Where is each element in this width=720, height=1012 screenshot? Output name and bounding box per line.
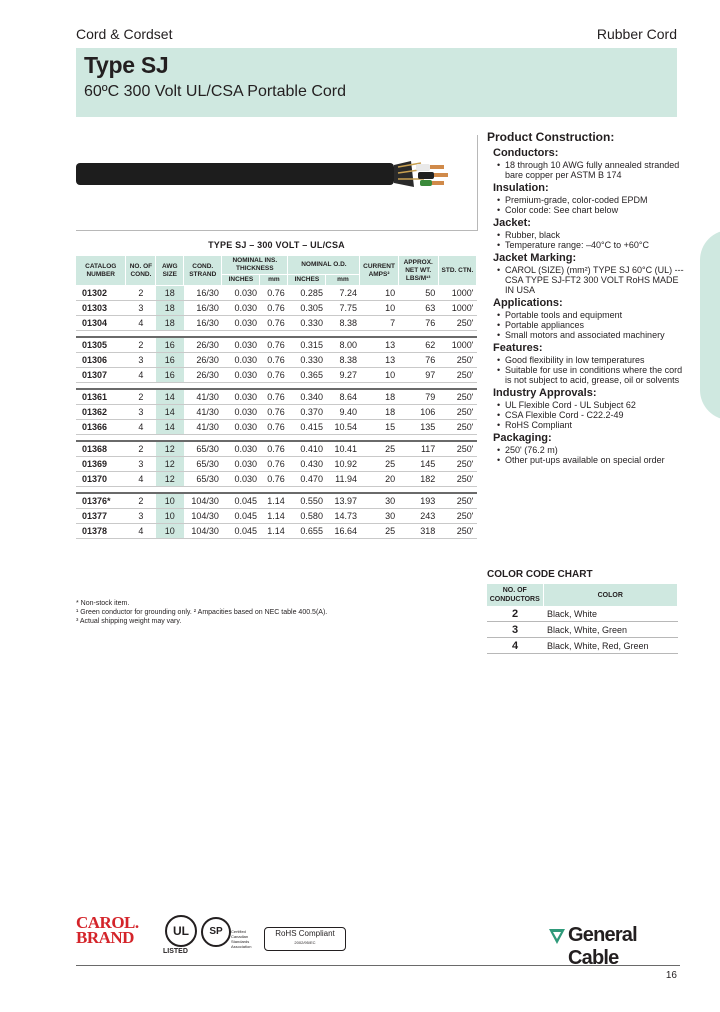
- ins-inches-cell: 0.030: [222, 316, 260, 331]
- awg-size-cell: 14: [156, 420, 184, 435]
- conductors-cell: 3: [126, 301, 156, 316]
- carol-brand-logo: [76, 915, 139, 945]
- current-amps-cell: 13: [360, 353, 398, 368]
- od-mm-cell: 8.64: [326, 389, 360, 405]
- ins-inches-cell: 0.030: [222, 420, 260, 435]
- std-carton-cell: 250': [438, 389, 476, 405]
- od-mm-cell: 10.92: [326, 457, 360, 472]
- conductors-cell: 4: [126, 472, 156, 487]
- ins-mm-cell: 1.14: [260, 509, 288, 524]
- list-item: • Other put-ups available on special order: [505, 455, 687, 465]
- std-carton-cell: 250': [438, 405, 476, 420]
- conductors-cell: 2: [126, 389, 156, 405]
- ins-mm-cell: 1.14: [260, 493, 288, 509]
- table-row: [76, 316, 477, 331]
- catalog-number-cell: 01377: [76, 509, 126, 524]
- color-row-count: 3: [487, 622, 543, 638]
- od-mm-cell: 9.27: [326, 368, 360, 383]
- cond-strand-cell: 26/30: [184, 353, 222, 368]
- rohs-compliant-logo: [264, 927, 346, 951]
- table-row: [76, 472, 477, 487]
- section-list: [487, 230, 687, 250]
- od-mm-cell: 7.75: [326, 301, 360, 316]
- current-amps-cell: 10: [360, 368, 398, 383]
- conductors-cell: 2: [126, 337, 156, 353]
- color-row-colors: Black, White: [543, 606, 678, 622]
- net-weight-cell: 63: [398, 301, 438, 316]
- od-mm-cell: 8.00: [326, 337, 360, 353]
- catalog-number-cell: 01305: [76, 337, 126, 353]
- net-weight-cell: 106: [398, 405, 438, 420]
- catalog-number-cell: 01362: [76, 405, 126, 420]
- conductors-cell: 4: [126, 368, 156, 383]
- ins-mm-cell: 0.76: [260, 441, 288, 457]
- table-row: [487, 606, 678, 622]
- carol-logo-line1: CAROL.: [76, 913, 139, 932]
- catalog-number-cell: 01366: [76, 420, 126, 435]
- net-weight-cell: 243: [398, 509, 438, 524]
- section-heading: Applications:: [493, 297, 563, 309]
- std-carton-cell: 250': [438, 457, 476, 472]
- cond-strand-cell: 104/30: [184, 509, 222, 524]
- ins-inches-cell: 0.030: [222, 389, 260, 405]
- table-row: [76, 457, 477, 472]
- section-list: [487, 310, 687, 340]
- cond-strand-cell: 65/30: [184, 472, 222, 487]
- net-weight-cell: 97: [398, 368, 438, 383]
- section-heading: Insulation:: [493, 182, 549, 194]
- col-color: COLOR: [543, 584, 678, 606]
- od-inches-cell: 0.305: [288, 301, 326, 316]
- std-carton-cell: 250': [438, 524, 476, 539]
- awg-size-cell: 16: [156, 368, 184, 383]
- od-inches-cell: 0.365: [288, 368, 326, 383]
- col-od: NOMINAL O.D.: [288, 256, 360, 275]
- catalog-number-cell: 01306: [76, 353, 126, 368]
- ins-mm-cell: 0.76: [260, 420, 288, 435]
- list-item: • RoHS Compliant: [505, 420, 687, 430]
- conductors-cell: 3: [126, 457, 156, 472]
- awg-size-cell: 12: [156, 472, 184, 487]
- ins-mm-cell: 0.76: [260, 368, 288, 383]
- awg-size-cell: 10: [156, 509, 184, 524]
- od-mm-cell: 16.64: [326, 524, 360, 539]
- od-mm-cell: 9.40: [326, 405, 360, 420]
- cond-strand-cell: 16/30: [184, 286, 222, 301]
- section-heading: Features:: [493, 342, 543, 354]
- awg-size-cell: 10: [156, 493, 184, 509]
- current-amps-cell: 10: [360, 286, 398, 301]
- col-od-inches: INCHES: [288, 275, 326, 286]
- table-row: [76, 524, 477, 539]
- od-mm-cell: 8.38: [326, 316, 360, 331]
- cond-strand-cell: 65/30: [184, 441, 222, 457]
- list-item: • Small motors and associated machinery: [505, 330, 687, 340]
- color-row-count: 4: [487, 638, 543, 654]
- footer-divider: [76, 965, 680, 966]
- construction-title: Product Construction:: [487, 130, 615, 144]
- list-item: • 18 through 10 AWG fully annealed stranded bare copper per ASTM B 174: [505, 160, 687, 180]
- catalog-number-cell: 01376*: [76, 493, 126, 509]
- cond-strand-cell: 65/30: [184, 457, 222, 472]
- col-amps: CURRENT AMPS²: [360, 256, 398, 286]
- ins-inches-cell: 0.030: [222, 368, 260, 383]
- od-inches-cell: 0.415: [288, 420, 326, 435]
- ins-inches-cell: 0.030: [222, 472, 260, 487]
- net-weight-cell: 76: [398, 316, 438, 331]
- table-row: [487, 638, 678, 654]
- cond-strand-cell: 41/30: [184, 405, 222, 420]
- current-amps-cell: 18: [360, 389, 398, 405]
- cond-strand-cell: 16/30: [184, 301, 222, 316]
- rohs-sub-text: 2002/95/EC: [294, 940, 316, 945]
- cable-photo: [76, 135, 478, 231]
- col-catalog: CATALOG NUMBER: [76, 256, 126, 286]
- catalog-number-cell: 01361: [76, 389, 126, 405]
- current-amps-cell: 30: [360, 509, 398, 524]
- od-inches-cell: 0.340: [288, 389, 326, 405]
- catalog-number-cell: 01378: [76, 524, 126, 539]
- section-list: [487, 160, 687, 180]
- od-inches-cell: 0.315: [288, 337, 326, 353]
- color-chart-table: [487, 584, 678, 654]
- conductors-cell: 4: [126, 420, 156, 435]
- list-item: • Temperature range: –40°C to +60°C: [505, 240, 687, 250]
- table-row: [76, 368, 477, 383]
- od-mm-cell: 13.97: [326, 493, 360, 509]
- table-row: [76, 405, 477, 420]
- std-carton-cell: 250': [438, 441, 476, 457]
- ins-inches-cell: 0.030: [222, 457, 260, 472]
- footnote: * Non-stock item.: [76, 600, 130, 607]
- csa-logo-text: Certified Canadian Standards Association: [231, 929, 252, 949]
- table-row: [76, 353, 477, 368]
- color-row-count: 2: [487, 606, 543, 622]
- awg-size-cell: 14: [156, 405, 184, 420]
- col-ins-inches: INCHES: [222, 275, 260, 286]
- std-carton-cell: 1000': [438, 301, 476, 316]
- section-heading: Jacket:: [493, 217, 531, 229]
- col-weight: APPROX. NET WT. LBS/M¹³: [398, 256, 438, 286]
- col-conductors: NO. OF COND.: [126, 256, 156, 286]
- ins-mm-cell: 0.76: [260, 457, 288, 472]
- ins-mm-cell: 0.76: [260, 472, 288, 487]
- product-construction: [487, 130, 687, 467]
- catalog-number-cell: 01303: [76, 301, 126, 316]
- side-tab: [700, 230, 720, 420]
- list-item: • Rubber, black: [505, 230, 687, 240]
- ins-mm-cell: 0.76: [260, 301, 288, 316]
- list-item: • 250' (76.2 m): [505, 445, 687, 455]
- header-category: Cord & Cordset: [76, 26, 173, 42]
- list-item: • UL Flexible Cord - UL Subject 62: [505, 400, 687, 410]
- list-item: • Color code: See chart below: [505, 205, 687, 215]
- ins-mm-cell: 0.76: [260, 316, 288, 331]
- section-list: [487, 355, 687, 385]
- catalog-number-cell: 01304: [76, 316, 126, 331]
- current-amps-cell: 20: [360, 472, 398, 487]
- od-inches-cell: 0.430: [288, 457, 326, 472]
- general-cable-logo: General Cable: [568, 924, 637, 969]
- std-carton-cell: 250': [438, 493, 476, 509]
- ul-listed-logo: UL: [165, 915, 197, 947]
- conductors-cell: 2: [126, 441, 156, 457]
- section-list: [487, 195, 687, 215]
- od-inches-cell: 0.330: [288, 316, 326, 331]
- title-band: [76, 48, 677, 117]
- table-row: [76, 389, 477, 405]
- current-amps-cell: 10: [360, 301, 398, 316]
- catalog-number-cell: 01307: [76, 368, 126, 383]
- catalog-number-cell: 01368: [76, 441, 126, 457]
- awg-size-cell: 18: [156, 286, 184, 301]
- section-heading: Packaging:: [493, 432, 552, 444]
- general-cable-icon: [548, 927, 566, 945]
- net-weight-cell: 145: [398, 457, 438, 472]
- net-weight-cell: 79: [398, 389, 438, 405]
- od-mm-cell: 14.73: [326, 509, 360, 524]
- cond-strand-cell: 41/30: [184, 389, 222, 405]
- net-weight-cell: 193: [398, 493, 438, 509]
- od-mm-cell: 7.24: [326, 286, 360, 301]
- section-list: [487, 400, 687, 430]
- col-no-conductors: NO. OF CONDUCTORS: [487, 584, 543, 606]
- std-carton-cell: 250': [438, 420, 476, 435]
- std-carton-cell: 250': [438, 368, 476, 383]
- current-amps-cell: 25: [360, 457, 398, 472]
- col-strand: COND. STRAND: [184, 256, 222, 286]
- od-mm-cell: 11.94: [326, 472, 360, 487]
- ins-inches-cell: 0.030: [222, 405, 260, 420]
- std-carton-cell: 250': [438, 472, 476, 487]
- ins-mm-cell: 0.76: [260, 337, 288, 353]
- table-row: [76, 441, 477, 457]
- page-title: Type SJ: [84, 52, 169, 78]
- table-row: [76, 301, 477, 316]
- conductors-cell: 4: [126, 316, 156, 331]
- net-weight-cell: 76: [398, 353, 438, 368]
- od-mm-cell: 10.41: [326, 441, 360, 457]
- col-awg: AWG SIZE: [156, 256, 184, 286]
- color-chart-title: COLOR CODE CHART: [487, 569, 593, 580]
- awg-size-cell: 16: [156, 353, 184, 368]
- section-heading: Jacket Marking:: [493, 252, 577, 264]
- cond-strand-cell: 104/30: [184, 493, 222, 509]
- cond-strand-cell: 104/30: [184, 524, 222, 539]
- csa-logo: SP: [201, 917, 231, 947]
- current-amps-cell: 7: [360, 316, 398, 331]
- page-number: 16: [665, 970, 677, 981]
- cable-image-icon: [76, 135, 477, 230]
- ins-inches-cell: 0.030: [222, 286, 260, 301]
- section-list: [487, 265, 687, 295]
- net-weight-cell: 182: [398, 472, 438, 487]
- current-amps-cell: 13: [360, 337, 398, 353]
- od-inches-cell: 0.470: [288, 472, 326, 487]
- od-mm-cell: 10.54: [326, 420, 360, 435]
- current-amps-cell: 30: [360, 493, 398, 509]
- current-amps-cell: 25: [360, 441, 398, 457]
- color-row-colors: Black, White, Red, Green: [543, 638, 678, 654]
- od-inches-cell: 0.330: [288, 353, 326, 368]
- od-inches-cell: 0.285: [288, 286, 326, 301]
- net-weight-cell: 117: [398, 441, 438, 457]
- std-carton-cell: 250': [438, 509, 476, 524]
- std-carton-cell: 1000': [438, 286, 476, 301]
- awg-size-cell: 10: [156, 524, 184, 539]
- table-row: [76, 337, 477, 353]
- carol-logo-line2: BRAND: [76, 928, 134, 947]
- color-code-chart: [487, 569, 678, 654]
- list-item: • CAROL (SIZE) (mm²) TYPE SJ 60°C (UL) --- CSA TYPE SJ-FT2 300 VOLT RoHS MADE IN USA: [505, 265, 687, 295]
- footnote: ³ Actual shipping weight may vary.: [76, 618, 182, 625]
- table-row: [76, 509, 477, 524]
- od-inches-cell: 0.655: [288, 524, 326, 539]
- table-footnotes: [76, 599, 327, 626]
- std-carton-cell: 250': [438, 316, 476, 331]
- conductors-cell: 4: [126, 524, 156, 539]
- ins-inches-cell: 0.045: [222, 524, 260, 539]
- net-weight-cell: 318: [398, 524, 438, 539]
- awg-size-cell: 12: [156, 457, 184, 472]
- list-item: • CSA Flexible Cord - C22.2-49: [505, 410, 687, 420]
- conductors-cell: 3: [126, 405, 156, 420]
- section-heading: Industry Approvals:: [493, 387, 597, 399]
- ins-mm-cell: 0.76: [260, 389, 288, 405]
- list-item: • Portable tools and equipment: [505, 310, 687, 320]
- col-od-mm: mm: [326, 275, 360, 286]
- std-carton-cell: 1000': [438, 337, 476, 353]
- header-section: Rubber Cord: [596, 26, 677, 42]
- ins-mm-cell: 0.76: [260, 286, 288, 301]
- ins-inches-cell: 0.030: [222, 353, 260, 368]
- conductors-cell: 3: [126, 509, 156, 524]
- od-inches-cell: 0.410: [288, 441, 326, 457]
- col-ins-thickness: NOMINAL INS. THICKNESS: [222, 256, 288, 275]
- list-item: • Premium-grade, color-coded EPDM: [505, 195, 687, 205]
- net-weight-cell: 135: [398, 420, 438, 435]
- color-row-colors: Black, White, Green: [543, 622, 678, 638]
- conductors-cell: 2: [126, 286, 156, 301]
- spec-table-title: TYPE SJ – 300 VOLT – UL/CSA: [208, 240, 345, 250]
- awg-size-cell: 16: [156, 337, 184, 353]
- cond-strand-cell: 26/30: [184, 337, 222, 353]
- list-item: • Good flexibility in low temperatures: [505, 355, 687, 365]
- od-mm-cell: 8.38: [326, 353, 360, 368]
- ins-inches-cell: 0.030: [222, 441, 260, 457]
- footnote: ¹ Green conductor for grounding only. ² Ampacities based on NEC table 400.5(A).: [76, 609, 328, 616]
- ins-inches-cell: 0.045: [222, 493, 260, 509]
- ins-inches-cell: 0.030: [222, 301, 260, 316]
- net-weight-cell: 62: [398, 337, 438, 353]
- rohs-text: RoHS Compliant: [275, 929, 335, 938]
- section-list: [487, 445, 687, 465]
- ins-inches-cell: 0.045: [222, 509, 260, 524]
- table-row: [76, 286, 477, 301]
- col-ins-mm: mm: [260, 275, 288, 286]
- conductors-cell: 3: [126, 353, 156, 368]
- od-inches-cell: 0.580: [288, 509, 326, 524]
- cond-strand-cell: 41/30: [184, 420, 222, 435]
- current-amps-cell: 18: [360, 405, 398, 420]
- current-amps-cell: 15: [360, 420, 398, 435]
- section-heading: Conductors:: [493, 147, 559, 159]
- catalog-number-cell: 01302: [76, 286, 126, 301]
- table-row: [76, 420, 477, 435]
- col-ctn: STD. CTN.: [438, 256, 476, 286]
- ins-inches-cell: 0.030: [222, 337, 260, 353]
- net-weight-cell: 50: [398, 286, 438, 301]
- od-inches-cell: 0.550: [288, 493, 326, 509]
- current-amps-cell: 25: [360, 524, 398, 539]
- awg-size-cell: 14: [156, 389, 184, 405]
- catalog-number-cell: 01370: [76, 472, 126, 487]
- cond-strand-cell: 26/30: [184, 368, 222, 383]
- table-row: [487, 622, 678, 638]
- list-item: • Suitable for use in conditions where the cord is not subject to acid, grease, oil or solvents: [505, 365, 687, 385]
- awg-size-cell: 18: [156, 316, 184, 331]
- awg-size-cell: 12: [156, 441, 184, 457]
- ins-mm-cell: 0.76: [260, 353, 288, 368]
- cond-strand-cell: 16/30: [184, 316, 222, 331]
- list-item: • Portable appliances: [505, 320, 687, 330]
- spec-table: [76, 256, 477, 539]
- std-carton-cell: 250': [438, 353, 476, 368]
- ul-listed-text: LISTED: [163, 948, 188, 955]
- awg-size-cell: 18: [156, 301, 184, 316]
- page-subtitle: 60ºC 300 Volt UL/CSA Portable Cord: [84, 83, 346, 100]
- catalog-number-cell: 01369: [76, 457, 126, 472]
- conductors-cell: 2: [126, 493, 156, 509]
- table-row: [76, 493, 477, 509]
- ins-mm-cell: 0.76: [260, 405, 288, 420]
- ins-mm-cell: 1.14: [260, 524, 288, 539]
- od-inches-cell: 0.370: [288, 405, 326, 420]
- footer-logos: [76, 913, 680, 969]
